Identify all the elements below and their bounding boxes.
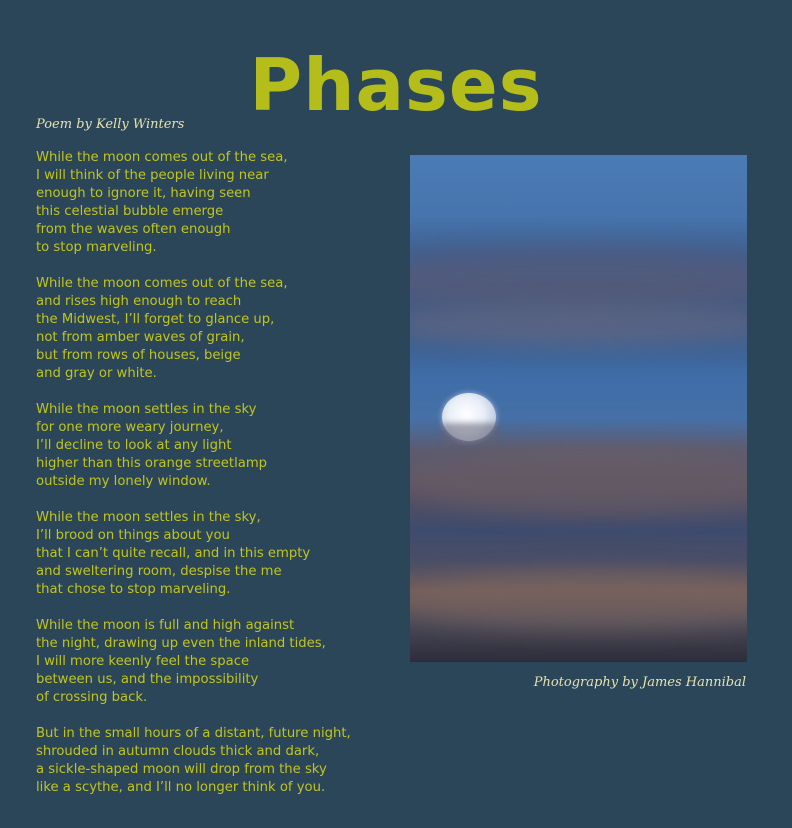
poem-line: from the waves often enough	[36, 222, 231, 237]
photo-credit: Photography by James Hannibal	[533, 675, 746, 690]
poem-line: I will think of the people living near	[36, 168, 269, 183]
poem-line: I’ll brood on things about you	[36, 528, 230, 543]
poem-stanza	[36, 509, 396, 599]
poem-line: the night, drawing up even the inland tides,	[36, 636, 326, 651]
poem-line: the Midwest, I’ll forget to glance up,	[36, 312, 275, 327]
poem-line: this celestial bubble emerge	[36, 204, 224, 219]
moon-photo	[410, 155, 747, 662]
poem-line: I’ll decline to look at any light	[36, 438, 232, 453]
cloud-band	[410, 305, 747, 345]
poem-line: and gray or white.	[36, 366, 157, 381]
poem-stanza	[36, 725, 396, 797]
poem-line: to stop marveling.	[36, 240, 157, 255]
poem-line: While the moon comes out of the sea,	[36, 276, 288, 291]
poem-line: enough to ignore it, having seen	[36, 186, 251, 201]
poem-line: and rises high enough to reach	[36, 294, 242, 309]
poem-line: I will more keenly feel the space	[36, 654, 250, 669]
moon-cloud-overlay	[442, 423, 498, 445]
poem-body	[36, 149, 396, 815]
poem-line: higher than this orange streetlamp	[36, 456, 268, 471]
poem-stanza	[36, 401, 396, 491]
poem-line: shrouded in autumn clouds thick and dark,	[36, 744, 320, 759]
poem-line: like a scythe, and I’ll no longer think of you.	[36, 780, 326, 795]
cloud-band	[410, 445, 747, 515]
poem-stanza	[36, 275, 396, 383]
poem-line: not from amber waves of grain,	[36, 330, 245, 345]
poem-line: for one more weary journey,	[36, 420, 224, 435]
poem-line: While the moon settles in the sky	[36, 402, 257, 417]
poem-line: between us, and the impossibility	[36, 672, 259, 687]
cloud-band	[410, 570, 747, 630]
poem-line: but from rows of houses, beige	[36, 348, 241, 363]
poem-line: and sweltering room, despise the me	[36, 564, 282, 579]
poem-stanza	[36, 149, 396, 257]
poem-line: a sickle-shaped moon will drop from the sky	[36, 762, 327, 777]
page-title: Phases	[249, 43, 543, 127]
poem-line: outside my lonely window.	[36, 474, 211, 489]
poem-byline: Poem by Kelly Winters	[36, 117, 185, 132]
poem-line: While the moon comes out of the sea,	[36, 150, 288, 165]
poem-line: While the moon settles in the sky,	[36, 510, 261, 525]
poem-line: But in the small hours of a distant, future night,	[36, 726, 351, 741]
poem-line: of crossing back.	[36, 690, 148, 705]
poem-stanza	[36, 617, 396, 707]
cloud-band	[410, 245, 747, 305]
poem-line: that chose to stop marveling.	[36, 582, 231, 597]
poem-line: While the moon is full and high against	[36, 618, 295, 633]
poem-line: that I can’t quite recall, and in this empty	[36, 546, 311, 561]
